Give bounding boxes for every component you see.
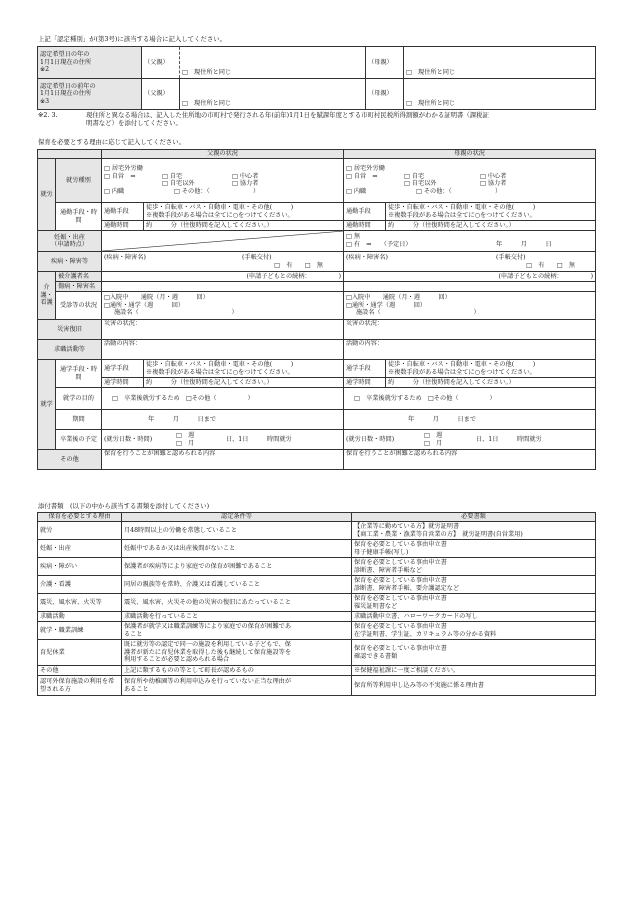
attach-header-documents: 必要書類: [352, 513, 596, 522]
reason-title: 保育を必要とする理由に応じて記入してください。: [38, 138, 185, 146]
mother-employment-type[interactable]: □ 居宅外労働 □ 自営 ⇒ □ 自宅 □ 中心者 □ 自宅以外 □ 協力者 □ 内職 □ その他：（ ）: [344, 159, 596, 203]
footnote-line-2: 明書など）を添付してください。: [86, 119, 182, 127]
father-disaster[interactable]: 災害の状況：: [102, 320, 344, 340]
mother-commute-means[interactable]: 徒歩・自転車・バス・自動車・電車・その他( ) ※複数手段がある場合は全てに○をつけてください。: [386, 203, 596, 221]
table-row: 震災、風水害、火災等 震災、風水害、火災その他の災害の復旧にあたっていること 保育を必要としている事由申立書 罹災証明書など: [38, 594, 596, 612]
care-label: 介護・看護: [38, 272, 56, 320]
mother-care-condition[interactable]: [344, 282, 596, 292]
disaster-label: 災害復旧: [38, 320, 102, 340]
mother-illness[interactable]: (疾病・障害名) (手帳交付) □ 有 □ 無: [344, 252, 596, 272]
father-employment-type[interactable]: □ 居宅外労働 □ 自営 ⇒ □ 自宅 □ 中心者 □ 自宅以外 □ 協力者 □ 内職 □ その他：（ ）: [102, 159, 344, 203]
table-row: その他 上記に類するものの等として町長が認めるもの ※保健福祉課に一度ご相談ください。: [38, 666, 596, 676]
table-row: 就学・職業訓練 保護者が就学又は職業訓練等により家庭での保育が困難であ ること 保育を必要としている事由申立書 在学証明書、学生証、カリキュラム等の分かる資料: [38, 622, 596, 640]
mother-address-field[interactable]: □ 現住所と同じ: [404, 79, 596, 110]
mother-school-means[interactable]: 徒歩・自転車・バス・自動車・電車・その他( ) ※複数手段がある場合は全てに○をつけてください。: [386, 360, 596, 378]
mother-status-header: 母親の状況: [344, 150, 596, 159]
footnote-mark: ※2. 3.: [38, 111, 58, 119]
commute-label: 通勤手段・時間: [56, 203, 102, 231]
father-care-condition[interactable]: [102, 282, 344, 292]
father-other[interactable]: 保育を行うことが困難と認められる内容: [102, 450, 344, 470]
mother-commute-time-label: 通勤時間: [344, 221, 386, 231]
address-table: [37, 46, 596, 110]
father-study-period[interactable]: 年 月 日まで: [102, 410, 344, 430]
footnote-line-1: 現住所と異なる場合は、記入した住所地の市町村で発行される年(前年)1月1日を賦課年度とする市町村民税所得割額がわかる証明書（課税証: [86, 111, 489, 119]
father-status-header: 父親の状況: [102, 150, 344, 159]
mother-care-recipient[interactable]: (申請子どもとの続柄： ): [344, 272, 596, 282]
table-row: 認可外保育施設の利用を希望される方 保育所や幼稚園等の利用申込みを行っていない正当な理由が あること 保育所等利用申し込み等の不実施に係る理由書: [38, 676, 596, 696]
study-label: 就学: [38, 360, 56, 450]
table-row: 介護・看護 同居の親族等を常時、介護又は看護していること 保育を必要としている事由申立書 診断書、障害者手帳、要介護認定など: [38, 576, 596, 594]
address-label: 認定希望日の前年の 1月1日現在の住所 ※3: [38, 79, 142, 110]
mother-school-time-label: 通学時間: [344, 378, 386, 388]
treatment-label: 受診等の状況: [56, 292, 102, 320]
mother-school-means-label: 通学手段: [344, 360, 386, 378]
attachments-title: 添付書類 (以下の中から該当する書類を添付してください): [38, 502, 210, 510]
other-label: その他: [38, 450, 102, 470]
mother-disaster[interactable]: 災害の状況：: [344, 320, 596, 340]
father-commute-means-label: 通勤手段: [102, 203, 144, 221]
father-school-means-label: 通学手段: [102, 360, 144, 378]
mother-label: （母親）: [366, 79, 404, 110]
school-commute-label: 通学手段・時間: [56, 360, 102, 388]
father-after-graduation[interactable]: (就労日数・時間) □ 週 □ 月 日、1日 時間就労: [102, 430, 344, 450]
father-address-field[interactable]: □ 現住所と同じ: [180, 47, 366, 79]
father-school-means[interactable]: 徒歩・自転車・バス・自動車・電車・その他( ) ※複数手段がある場合は全てに○をつけてください。: [144, 360, 344, 378]
mother-address-field[interactable]: □ 現住所と同じ: [404, 47, 596, 79]
pregnancy-label: 妊娠・出産 （申請時点）: [38, 231, 102, 252]
father-care-recipient[interactable]: (申請子どもとの続柄： ): [102, 272, 344, 282]
diagonal-strike: [102, 231, 344, 251]
care-condition-label: 傷病・障害名: [56, 282, 102, 292]
mother-pregnancy[interactable]: □ 無 □ 有 ⇒ （予定日） 年 月 日: [344, 231, 596, 252]
study-period-label: 期間: [56, 410, 102, 430]
mother-treatment[interactable]: □入院中 通院（月・週 回） □通所・通学（週 回） 施設名（ ）: [344, 292, 596, 320]
table-row: 就労 月48時間以上の労働を常態していること 【企業等に勤めている方】就労証明書 【商工業・農業・漁業等自営業の方】 就労証明書(自営業用): [38, 522, 596, 540]
top-note: 上記「認定種別」が(第3号)に該当する場合に記入してください。: [38, 35, 226, 43]
father-commute-means[interactable]: 徒歩・自転車・バス・自動車・電車・その他( ) ※複数手段がある場合は全てに○をつけてください。: [144, 203, 344, 221]
mother-job-search[interactable]: 活動の内容：: [344, 340, 596, 360]
mother-label: （母親）: [366, 47, 404, 79]
father-treatment[interactable]: □入院中 通院（月・週 回） □通所・通学（週 回） 施設名（ ）: [102, 292, 344, 320]
employment-type-label: 就労種別: [56, 159, 102, 203]
father-job-search[interactable]: 活動の内容：: [102, 340, 344, 360]
study-purpose-label: 就学の目的: [56, 388, 102, 410]
after-graduation-label: 卒業後の予定: [56, 430, 102, 450]
mother-commute-means-label: 通勤手段: [344, 203, 386, 221]
table-row: 求職活動 求職活動を行っていること 求職活動申立書、ハローワークカードの写し: [38, 612, 596, 622]
father-label: （父親）: [142, 79, 180, 110]
mother-study-period[interactable]: 年 月 日まで: [344, 410, 596, 430]
mother-other[interactable]: 保育を行うことが困難と認められる内容: [344, 450, 596, 470]
address-row-current: [38, 47, 596, 79]
father-address-field[interactable]: □ 現住所と同じ: [180, 79, 366, 110]
father-school-time-label: 通学時間: [102, 378, 144, 388]
address-label: 認定希望日の年の 1月1日現在の住所 ※2: [38, 47, 142, 79]
reason-table: [37, 149, 596, 470]
attachments-table: [37, 512, 596, 696]
father-commute-time[interactable]: 約 分（往復時間を記入してください。）: [144, 221, 344, 231]
table-row: 妊娠・出産 妊娠中であるか又は出産後間がないこと 保育を必要としている事由申立書 母子健康手帳(写し): [38, 540, 596, 558]
father-study-purpose[interactable]: □ 卒業後就労するため □その他（ ）: [102, 388, 344, 410]
mother-commute-time[interactable]: 約 分（往復時間を記入してください。）: [386, 221, 596, 231]
job-search-label: 求職活動等: [38, 340, 102, 360]
employment-label: 就労: [38, 159, 56, 231]
father-commute-time-label: 通勤時間: [102, 221, 144, 231]
address-row-previous: [38, 79, 596, 110]
father-school-time[interactable]: 約 分（往復時間を記入してください。）: [144, 378, 344, 388]
mother-after-graduation[interactable]: (就労日数・時間) □ 週 □ 月 日、1日 時間就労: [344, 430, 596, 450]
attach-header-condition: 認定条件等: [122, 513, 352, 522]
mother-school-time[interactable]: 約 分（往復時間を記入してください。）: [386, 378, 596, 388]
father-pregnancy-na: [102, 231, 344, 252]
father-illness[interactable]: (疾病・障害名) (手帳交付) □ 有 □ 無: [102, 252, 344, 272]
table-row: 育児休業 既に就労等の認定で同一の施設を利用している子どもで、保 護者が新たに育児休業を取得した後も継続して保育施設等を 利用することが必要と認められる場合 保育を必要としている事由申立書 確認できる書類: [38, 640, 596, 666]
mother-study-purpose[interactable]: □ 卒業後就労するため □その他（ ）: [344, 388, 596, 410]
father-label: （父親）: [142, 47, 180, 79]
care-recipient-label: 被介護者名: [56, 272, 102, 282]
table-row: 疾病・障がい 保護者が疾病等により家庭での保育が困難であること 保育を必要としている事由申立書 診断書、障害者手帳など: [38, 558, 596, 576]
illness-label: 疾病・障害等: [38, 252, 102, 272]
attach-header-reason: 保育を必要とする理由: [38, 513, 122, 522]
